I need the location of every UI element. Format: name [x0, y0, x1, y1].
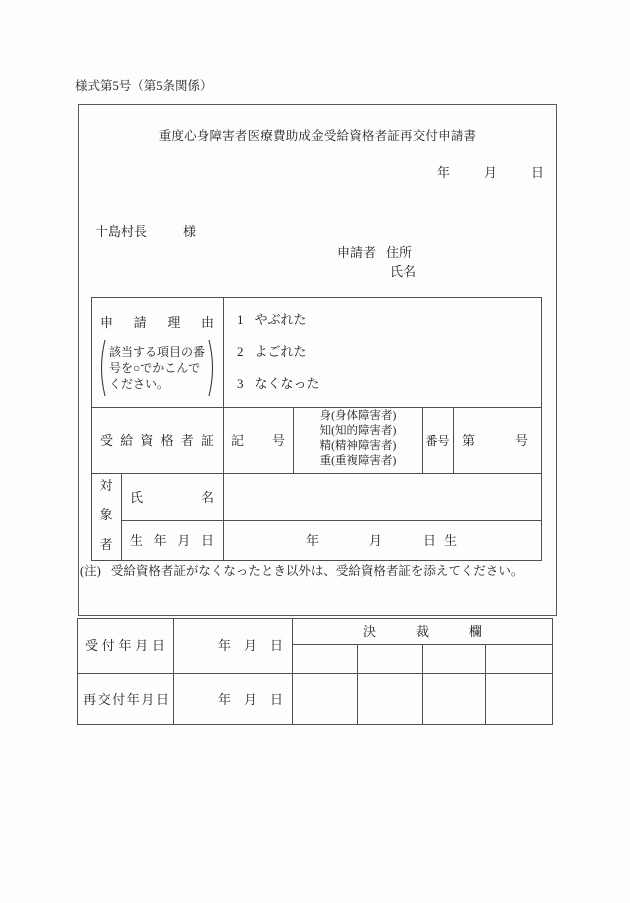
category-code: 精(精神障害者)	[319, 440, 397, 452]
option-text: やぶれた	[254, 312, 307, 327]
option-number: 2	[237, 344, 244, 359]
grid-line	[121, 520, 542, 521]
grid-line	[91, 560, 542, 561]
grid-line	[91, 473, 542, 474]
category-code-list	[294, 409, 422, 469]
address-label: 住所	[386, 245, 413, 260]
applicant-name-line	[390, 264, 416, 280]
option-text: よごれた	[254, 344, 307, 359]
right-paren-icon	[208, 339, 217, 397]
instruction-line: 号を○でかこんで	[109, 361, 201, 375]
note-prefix: (注)	[80, 564, 101, 578]
grid-line	[485, 644, 486, 725]
grid-line	[91, 407, 542, 408]
honorific-label: 様	[183, 224, 197, 239]
certificate-number-prefix: 第	[462, 433, 476, 448]
application-form-box	[78, 104, 557, 616]
grid-line	[121, 473, 122, 561]
instruction-line: 該当する項目の番	[109, 345, 206, 359]
note-line	[80, 564, 523, 580]
date-day-label: 日	[530, 165, 544, 180]
grid-line	[77, 724, 553, 725]
approval-column-header: 決 裁 欄	[362, 624, 483, 639]
main-table	[91, 297, 542, 561]
form-title: 重度心身障害者医療費助成金受給資格者証再交付申請書	[158, 129, 477, 143]
option-number: 1	[237, 312, 244, 327]
reissue-date-label: 再 交 付 年 月 日	[83, 692, 169, 707]
instruction-text	[109, 344, 205, 392]
left-paren-icon	[97, 339, 106, 397]
reason-label: 申 請 理 由	[100, 315, 214, 330]
birth-year-label: 年	[306, 533, 320, 548]
birth-day-label: 日	[423, 533, 437, 548]
grid-line	[77, 673, 553, 674]
applicant-label: 申請者	[337, 245, 377, 260]
reason-option	[237, 344, 320, 361]
birth-month-label: 月	[369, 533, 383, 548]
addressee-line	[95, 224, 196, 240]
reason-instruction	[97, 339, 219, 397]
grid-line	[357, 644, 358, 725]
date-year-label: 年	[436, 165, 450, 180]
reception-date-label: 受 付 年 月 日	[85, 638, 165, 653]
form-number-label: 様式第5号（第5条関係）	[75, 79, 213, 93]
date-month-label: 月	[483, 165, 497, 180]
number-label: 番号	[425, 434, 450, 448]
note-text: 受給資格者証がなくなったとき以外は、受給資格者証を添えてください。	[110, 564, 524, 578]
certificate-number-cell	[462, 433, 528, 449]
reason-options	[237, 312, 320, 393]
addressee-name: 十島村長	[95, 224, 148, 239]
birth-date-label: 生 年 月 日	[130, 533, 214, 548]
option-text: なくなった	[254, 376, 320, 391]
birth-date-parts	[306, 533, 457, 549]
instruction-line: ください。	[109, 377, 170, 391]
subject-label: 対 象 者	[99, 478, 113, 552]
grid-line	[453, 407, 454, 473]
grid-line	[422, 644, 423, 725]
category-code: 重(重複障害者)	[319, 455, 397, 467]
birth-born-label: 生	[444, 533, 458, 548]
grid-line	[541, 297, 542, 561]
grid-line	[173, 618, 174, 725]
footer-table	[77, 618, 553, 725]
reason-option	[237, 312, 320, 329]
grid-line	[77, 618, 553, 619]
grid-line	[91, 297, 542, 298]
applicant-line	[337, 245, 412, 261]
reissue-date-value: 年 月 日	[217, 692, 283, 707]
symbol-label: 記 号	[231, 433, 285, 448]
category-code: 知(知的障害者)	[319, 425, 397, 437]
certificate-label: 受 給 資 格 者 証	[100, 433, 214, 448]
application-date-line	[437, 165, 544, 181]
reason-option	[237, 376, 320, 393]
subject-name-label: 氏 名	[130, 490, 214, 505]
name-label: 氏名	[390, 264, 417, 279]
category-code: 身(身体障害者)	[319, 410, 397, 422]
certificate-number-suffix: 号	[514, 433, 528, 448]
reception-date-value: 年 月 日	[217, 638, 283, 653]
option-number: 3	[237, 376, 244, 391]
grid-line	[77, 618, 78, 725]
